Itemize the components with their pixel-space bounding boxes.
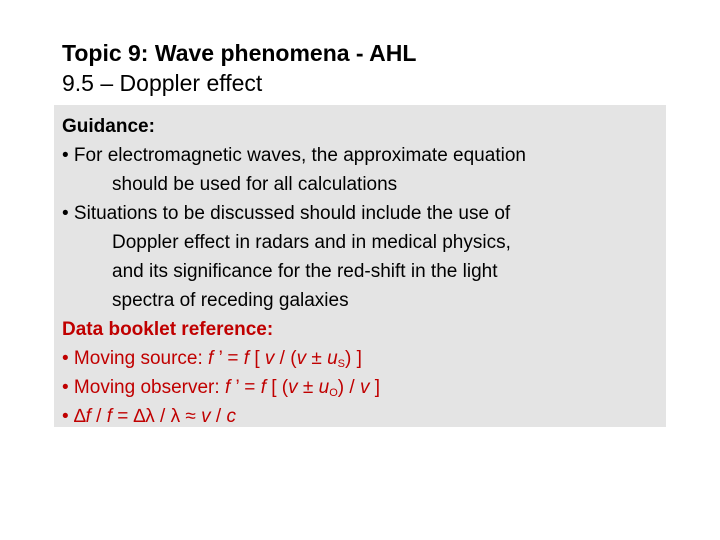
moving-source-formula: • Moving source: f ’ = f [ $v / (v \pm u_S)$ ] — [62, 348, 362, 370]
guidance-bullet-1-line-2: should be used for all calculations — [112, 174, 398, 195]
topic-title: Topic 9: Wave phenomena - AHL — [62, 40, 417, 66]
slide-title — [62, 38, 662, 98]
approximate-doppler-formula: • ∆f / f = ∆λ / λ ≈ v / c — [62, 406, 236, 427]
content-text — [62, 112, 662, 431]
guidance-heading: Guidance: — [62, 116, 155, 137]
guidance-bullet-2-line-2: Doppler effect in radars and in medical physics, — [112, 232, 511, 253]
guidance-bullet-2-line-1: • Situations to be discussed should include the use of — [62, 203, 511, 224]
content-panel — [54, 105, 666, 427]
subtopic-title: 9.5 – Doppler effect — [62, 70, 263, 96]
moving-observer-formula: • Moving observer: f ’ = f [ $(v \pm u_O) / v$ ] — [62, 377, 381, 399]
guidance-bullet-2-line-3: and its significance for the red-shift in the light — [112, 261, 498, 282]
guidance-bullet-2-line-4: spectra of receding galaxies — [112, 290, 349, 311]
data-booklet-heading: Data booklet reference: — [62, 319, 274, 340]
guidance-bullet-1-line-1: • For electromagnetic waves, the approximate equation — [62, 145, 526, 166]
